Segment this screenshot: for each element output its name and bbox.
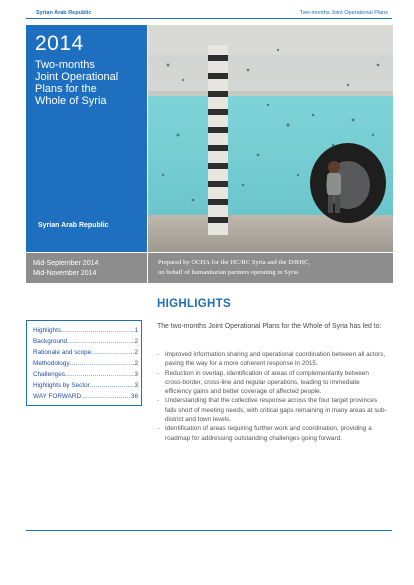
toc-page: 36: [130, 393, 138, 400]
cover-year: 2014: [35, 32, 84, 55]
table-of-contents: [26, 320, 142, 406]
toc-item-challenges[interactable]: [33, 371, 138, 378]
cover-title-line: Whole of Syria: [35, 95, 107, 107]
cover-title-line: Plans for the: [35, 83, 97, 95]
cover-title-line: Two-months: [35, 59, 95, 71]
toc-page: 2: [134, 338, 138, 345]
prepared-by-line-1: Prepared by OCHA for the HC/RC Syria and the D/RHC,: [158, 259, 311, 266]
toc-label: Highlights by Sector: [33, 382, 90, 389]
toc-item-background[interactable]: [33, 338, 138, 345]
date-start: Mid-September 2014: [33, 260, 99, 267]
cover-title-line: Joint Operational: [35, 71, 119, 83]
prepared-by-panel: [148, 253, 393, 283]
toc-label: Rationale and scope: [33, 349, 92, 356]
toc-label: Methodology: [33, 360, 70, 367]
toc-label: WAY FORWARD: [33, 393, 82, 400]
toc-label: Challenges: [33, 371, 65, 378]
list-item: - Identification of areas requiring further work and coordination, providing a roadmap for addressing outstanding challenges going forward.: [157, 424, 387, 443]
header-left-text: Syrian Arab Republic: [36, 10, 92, 16]
toc-page: 2: [134, 360, 138, 367]
toc-item-highlights-by-sector[interactable]: [33, 382, 138, 389]
toc-page: 3: [134, 371, 138, 378]
highlights-list: [157, 350, 387, 443]
cover-title-panel: [26, 25, 147, 252]
date-end: Mid-November 2014: [33, 270, 97, 277]
cover-title: [35, 59, 145, 107]
toc-page: 1: [134, 327, 138, 334]
prepared-by-line-2: on behalf of humanitarian partners operating in Syria: [158, 269, 299, 276]
highlights-intro: The two-months Joint Operational Plans for the Whole of Syria has led to:: [157, 323, 382, 330]
list-item: - Improved information sharing and operational coordination between all actors, paving the way for a more coherent response in 2015.: [157, 350, 387, 369]
header-right-text: Two-months Joint Operational Plans: [299, 10, 388, 16]
footer-rule: [26, 530, 392, 531]
toc-page: 2: [134, 349, 138, 356]
list-item: - Reduction in overlap, identification of areas of complementarity between cross-border, cross-line and regular operations, leading to immediate efficiency gains and better coverage of affected people.: [157, 369, 387, 397]
cover-country: Syrian Arab Republic: [38, 222, 109, 229]
toc-item-rationale[interactable]: [33, 349, 138, 356]
toc-item-methodology[interactable]: [33, 360, 138, 367]
list-item: - Understanding that the collective response across the four target provinces falls short of meeting needs, with critical gaps remaining in many areas at sub-district and town levels.: [157, 396, 387, 424]
toc-label: Highlights: [33, 327, 62, 334]
date-range-panel: [26, 253, 147, 283]
toc-item-highlights[interactable]: [33, 327, 138, 334]
toc-page: 3: [134, 382, 138, 389]
toc-label: Background: [33, 338, 68, 345]
cover-photo-image: [148, 25, 393, 252]
toc-item-way-forward[interactable]: [33, 393, 138, 400]
cover-photo: [148, 25, 393, 252]
header-rule: [26, 18, 392, 19]
highlights-heading: HIGHLIGHTS: [157, 298, 231, 310]
